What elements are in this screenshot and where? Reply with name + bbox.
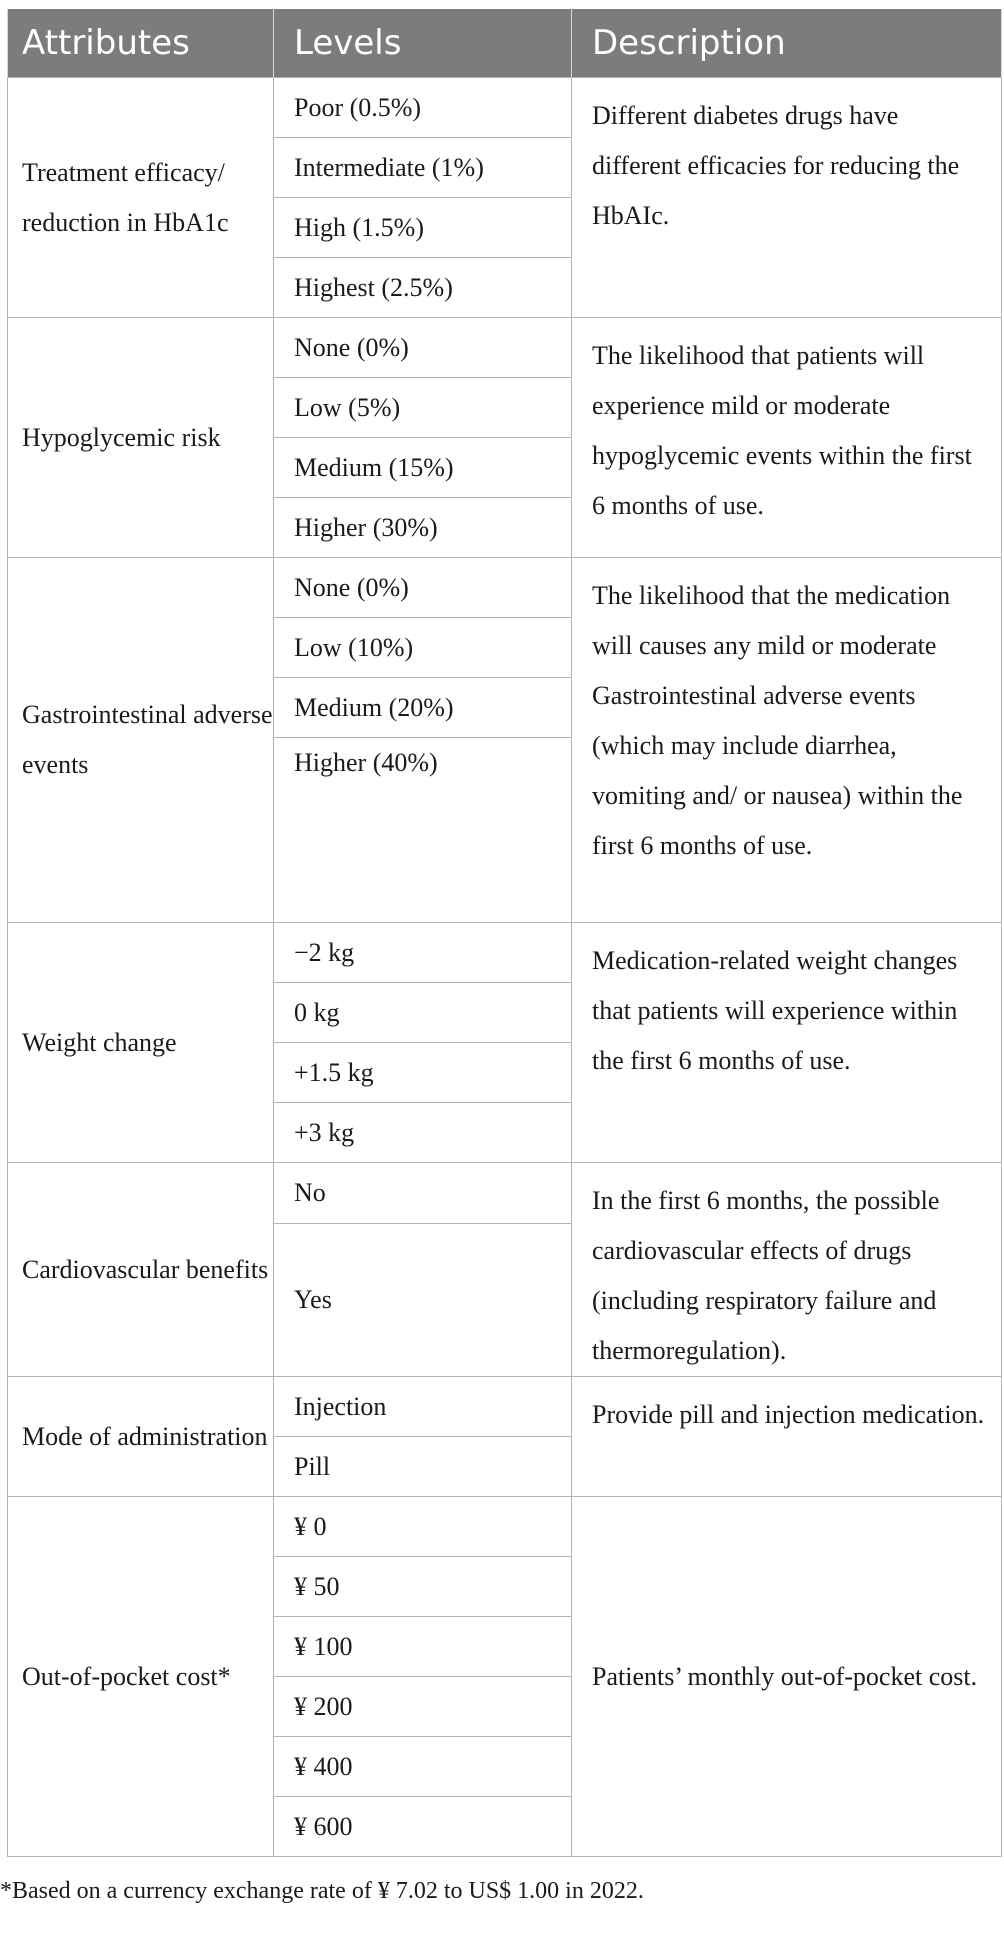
description-cell: Provide pill and injection medication. — [572, 1377, 1002, 1497]
level-cell: ¥ 400 — [274, 1737, 572, 1797]
table-row — [8, 1377, 1002, 1437]
description-cell: In the first 6 months, the possible cardiovascular effects of drugs (including respiratory failure and thermoregulation). — [572, 1163, 1002, 1377]
level-cell: Poor (0.5%) — [274, 78, 572, 138]
attribute-cell: Gastrointestinal adverse events — [8, 558, 274, 923]
attribute-cell: Cardiovascular benefits — [8, 1163, 274, 1377]
level-cell: None (0%) — [274, 318, 572, 378]
level-cell: ¥ 100 — [274, 1617, 572, 1677]
table-row — [8, 923, 1002, 983]
level-cell: ¥ 0 — [274, 1497, 572, 1557]
level-cell: Injection — [274, 1377, 572, 1437]
attribute-cell: Out-of-pocket cost* — [8, 1497, 274, 1857]
header-attributes: Attributes — [8, 9, 274, 78]
level-cell: None (0%) — [274, 558, 572, 618]
level-cell: Higher (30%) — [274, 498, 572, 558]
header-description: Description — [572, 9, 1002, 78]
attribute-cell: Weight change — [8, 923, 274, 1163]
level-cell: ¥ 600 — [274, 1797, 572, 1857]
attribute-cell: Mode of administration — [8, 1377, 274, 1497]
level-cell: High (1.5%) — [274, 198, 572, 258]
level-cell: Yes — [274, 1224, 572, 1377]
attribute-cell: Hypoglycemic risk — [8, 318, 274, 558]
description-cell: The likelihood that patients will experience mild or moderate hypoglycemic events within the first 6 months of use. — [572, 318, 1002, 558]
table-row — [8, 1497, 1002, 1557]
level-cell: Medium (20%) — [274, 678, 572, 738]
level-cell: Intermediate (1%) — [274, 138, 572, 198]
level-cell: +1.5 kg — [274, 1043, 572, 1103]
table-footnote: *Based on a currency exchange rate of ¥ 7.02 to US$ 1.00 in 2022. — [0, 1878, 644, 1904]
header-levels: Levels — [274, 9, 572, 78]
level-cell: +3 kg — [274, 1103, 572, 1163]
level-cell: Low (5%) — [274, 378, 572, 438]
attribute-cell: Treatment efficacy/ reduction in HbA1c — [8, 78, 274, 318]
description-cell: The likelihood that the medication will causes any mild or moderate Gastrointestinal adverse events (which may include diarrhea, vomiting and/ or nausea) within the first 6 months of use. — [572, 558, 1002, 923]
table-row — [8, 1163, 1002, 1224]
description-cell: Patients’ monthly out-of-pocket cost. — [572, 1497, 1002, 1857]
table-row — [8, 558, 1002, 618]
level-cell: No — [274, 1163, 572, 1224]
level-cell: ¥ 50 — [274, 1557, 572, 1617]
header-row — [8, 9, 1002, 78]
table-row — [8, 78, 1002, 138]
description-cell: Different diabetes drugs have different efficacies for reducing the HbAIc. — [572, 78, 1002, 318]
level-cell: Higher (40%) — [274, 738, 572, 923]
level-cell: Pill — [274, 1437, 572, 1497]
level-cell: −2 kg — [274, 923, 572, 983]
level-cell: Medium (15%) — [274, 438, 572, 498]
level-cell: ¥ 200 — [274, 1677, 572, 1737]
description-cell: Medication-related weight changes that patients will experience within the first 6 months of use. — [572, 923, 1002, 1163]
attributes-table — [7, 9, 1002, 1857]
level-cell: 0 kg — [274, 983, 572, 1043]
table-row — [8, 318, 1002, 378]
level-cell: Highest (2.5%) — [274, 258, 572, 318]
level-cell: Low (10%) — [274, 618, 572, 678]
